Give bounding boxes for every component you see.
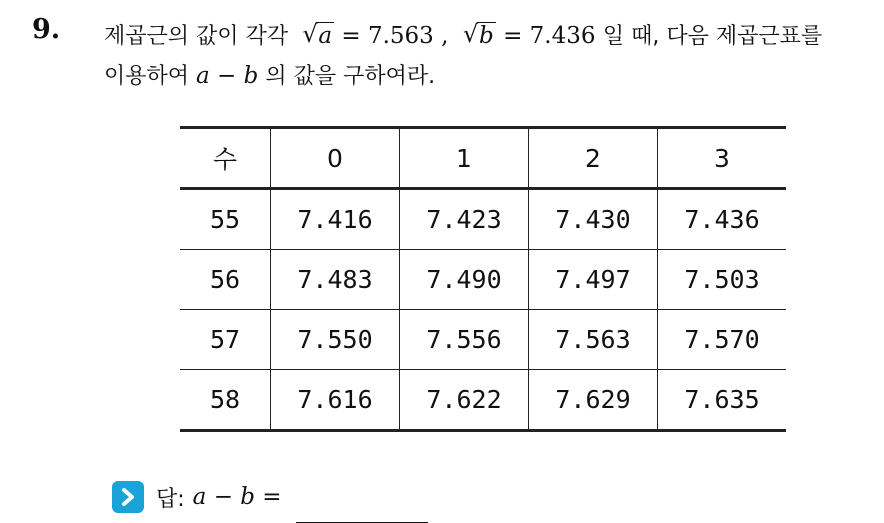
answer-blank[interactable] bbox=[296, 492, 428, 523]
sqrt-a: √ a bbox=[302, 20, 333, 49]
table-cell-number: 57 bbox=[180, 310, 271, 370]
table-row bbox=[180, 370, 786, 431]
sqrt-b-expression: √ b = 7.436 bbox=[463, 20, 596, 49]
answer-expression: a − b = bbox=[192, 484, 282, 510]
table-cell: 7.436 bbox=[658, 189, 787, 250]
question-text-line2-pre: 이용하여 bbox=[104, 64, 190, 89]
question-number: 9. bbox=[32, 14, 61, 45]
table-cell: 7.563 bbox=[529, 310, 658, 370]
question-line-2 bbox=[104, 59, 435, 90]
table-header-cell: 1 bbox=[400, 128, 529, 189]
answer-line bbox=[112, 480, 428, 514]
table-header-cell: 0 bbox=[271, 128, 400, 189]
table-cell: 7.416 bbox=[271, 189, 400, 250]
answer-label: 답: bbox=[156, 486, 185, 512]
table-cell: 7.635 bbox=[658, 370, 787, 431]
table-header-row bbox=[180, 128, 786, 189]
sqrt-a-expression: √ a = 7.563 , bbox=[302, 20, 449, 49]
table-cell: 7.616 bbox=[271, 370, 400, 431]
table-row bbox=[180, 250, 786, 310]
table-cell-number: 55 bbox=[180, 189, 271, 250]
table-cell-number: 56 bbox=[180, 250, 271, 310]
question-text-part1: 제곱근의 값이 각각 bbox=[104, 24, 289, 49]
table-cell: 7.423 bbox=[400, 189, 529, 250]
table-cell: 7.483 bbox=[271, 250, 400, 310]
table-cell: 7.622 bbox=[400, 370, 529, 431]
question-line-1 bbox=[104, 19, 822, 50]
table-header-cell: 3 bbox=[658, 128, 787, 189]
table-cell: 7.430 bbox=[529, 189, 658, 250]
table-header-cell: 수 bbox=[180, 128, 271, 189]
square-root-table bbox=[180, 126, 786, 432]
table-cell: 7.570 bbox=[658, 310, 787, 370]
table-cell: 7.497 bbox=[529, 250, 658, 310]
table-row bbox=[180, 310, 786, 370]
table-cell: 7.550 bbox=[271, 310, 400, 370]
question-expression: a − b bbox=[196, 63, 259, 89]
radical-icon: √ bbox=[302, 20, 318, 48]
table-cell-number: 58 bbox=[180, 370, 271, 431]
sqrt-b: √ b bbox=[463, 20, 494, 49]
table-cell: 7.490 bbox=[400, 250, 529, 310]
chevron-right-icon bbox=[112, 481, 144, 513]
question-text-part2: 일 때, 다음 제곱근표를 bbox=[602, 24, 823, 49]
table-row bbox=[180, 189, 786, 250]
radical-icon: √ bbox=[463, 20, 479, 48]
table-cell: 7.503 bbox=[658, 250, 787, 310]
table-cell: 7.556 bbox=[400, 310, 529, 370]
question-text-line2-post: 의 값을 구하여라. bbox=[265, 64, 436, 89]
table-header-cell: 2 bbox=[529, 128, 658, 189]
table-cell: 7.629 bbox=[529, 370, 658, 431]
